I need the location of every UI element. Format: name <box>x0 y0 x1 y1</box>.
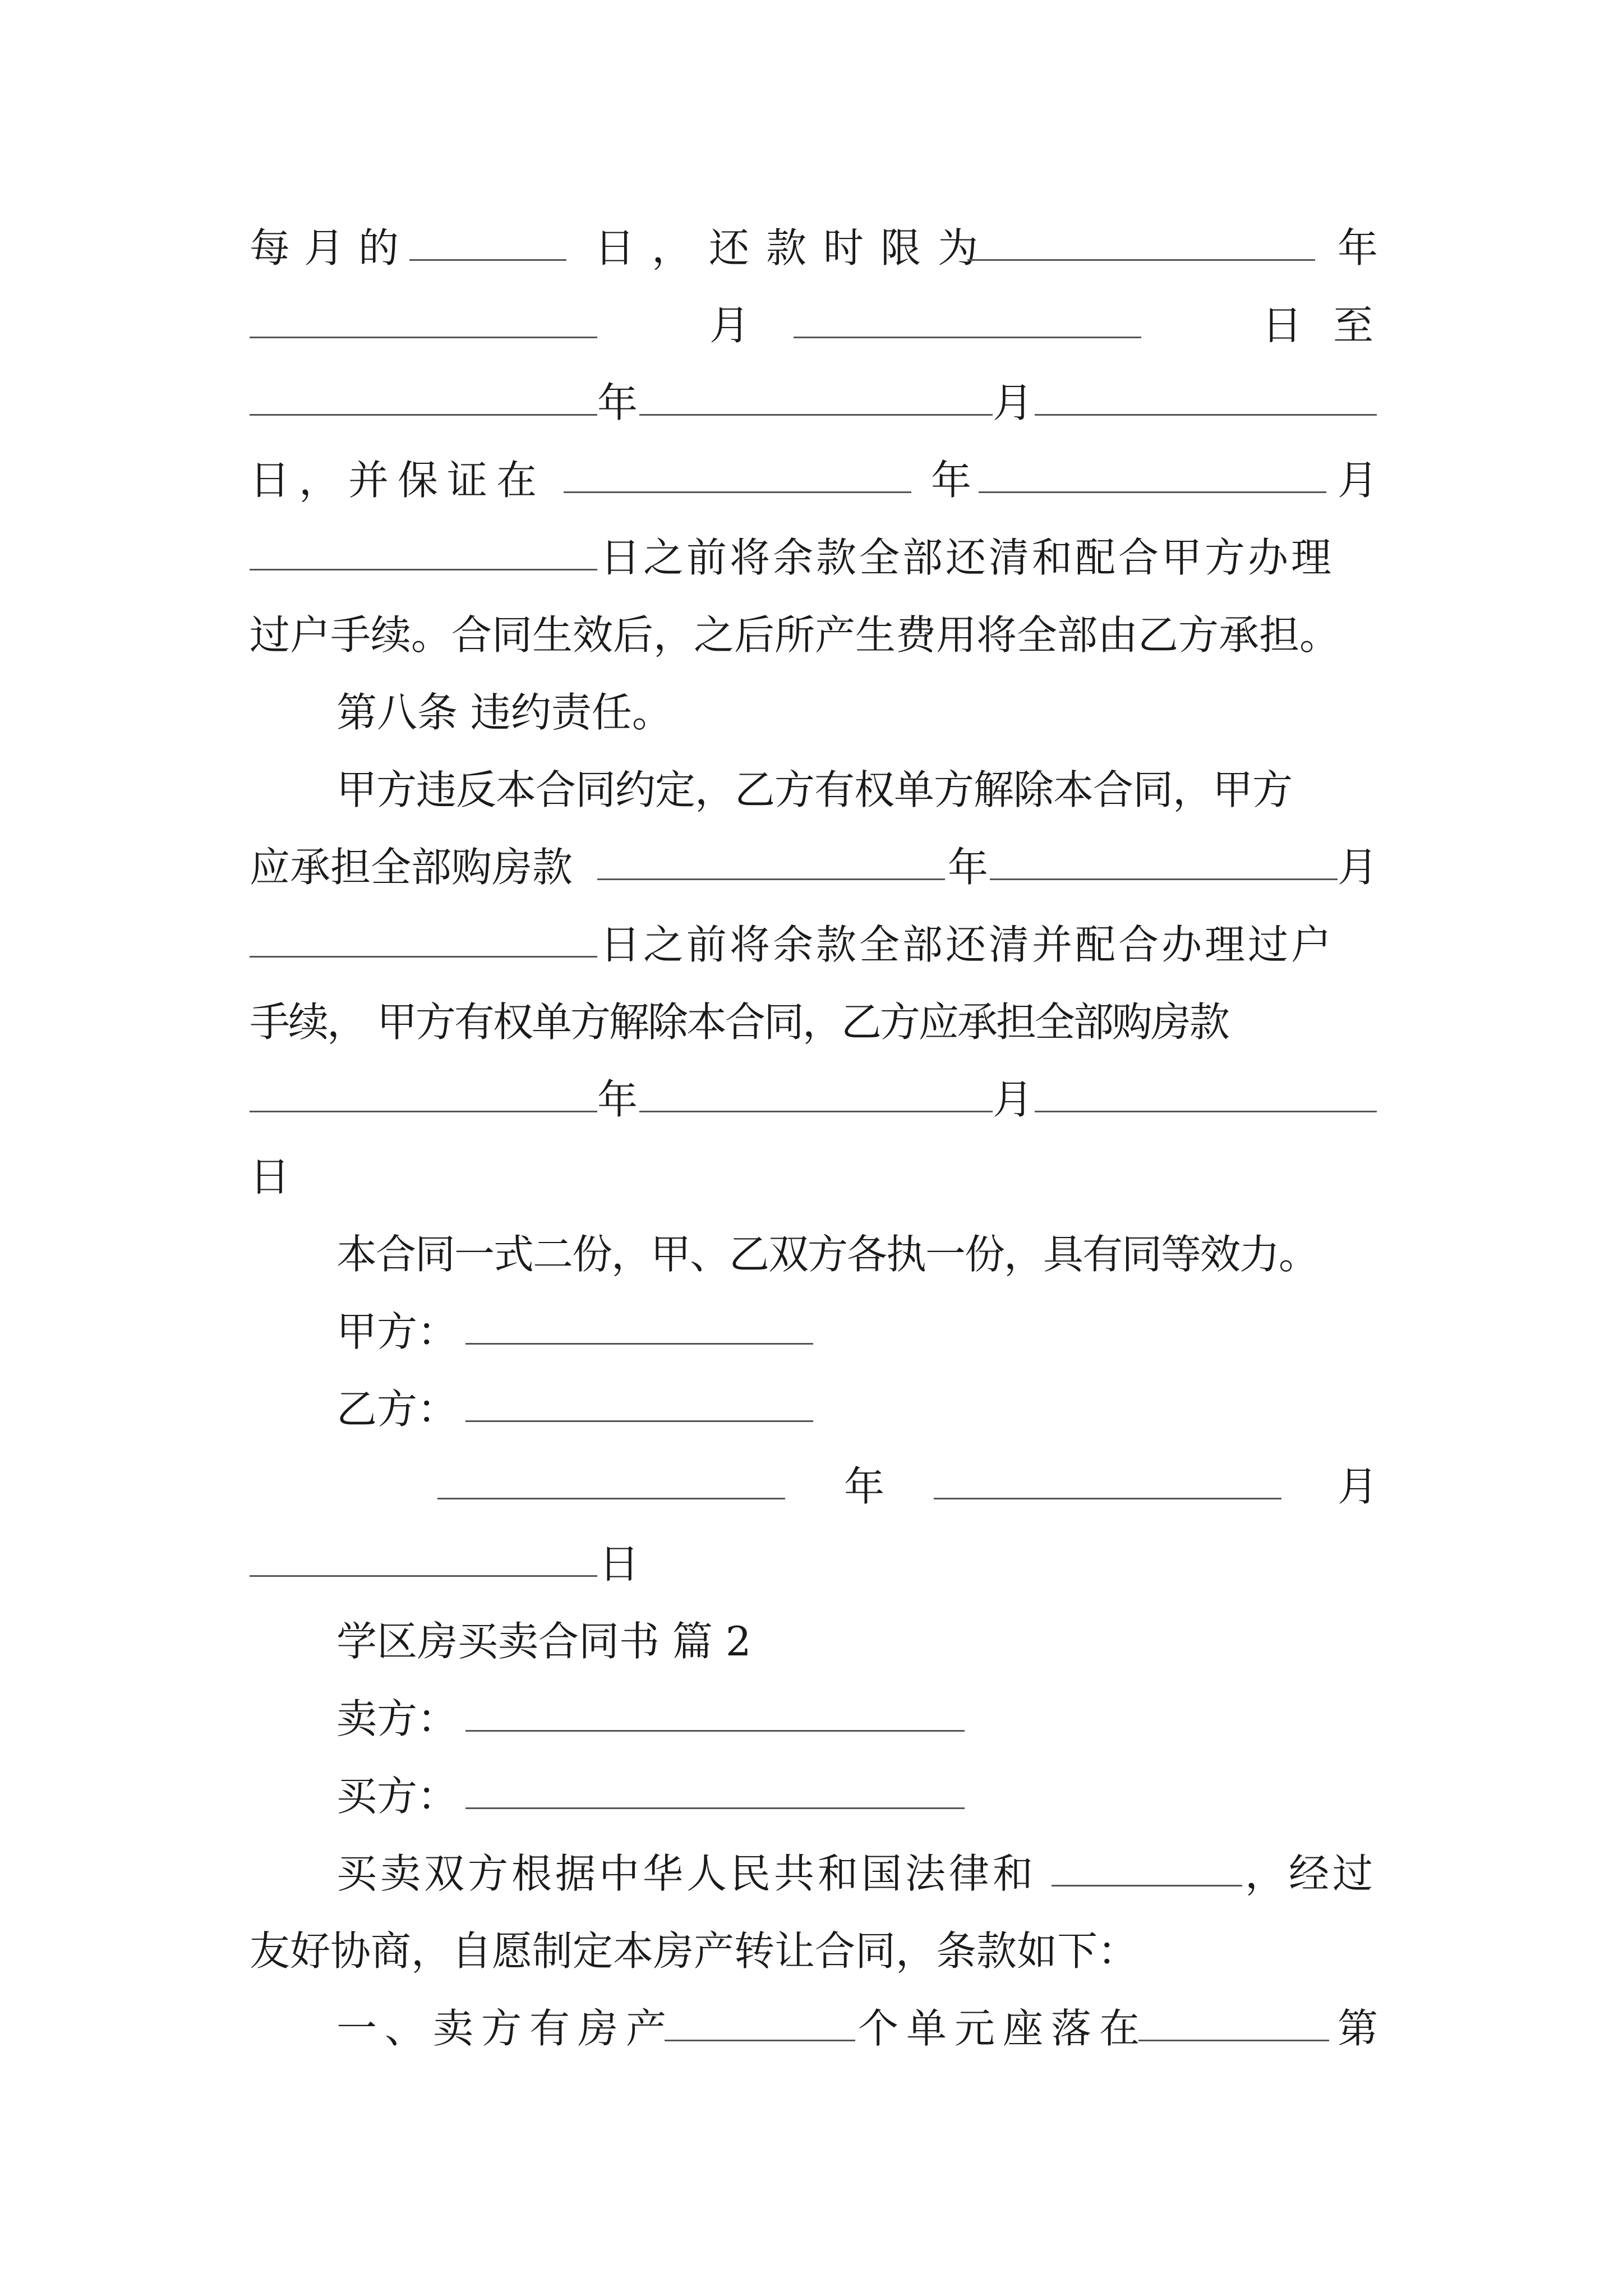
text-run: 买卖双方根据中华人民共和国法律和 <box>336 1850 1037 1897</box>
text-run: 年 <box>948 844 989 891</box>
blank-underline <box>250 569 597 570</box>
text-run: 日 <box>250 1153 291 1200</box>
signing-date-day-line <box>0 1529 1623 1608</box>
text-line-6 <box>0 600 1623 679</box>
text-run: 卖方： <box>336 1695 458 1742</box>
text-line-9 <box>0 832 1623 911</box>
text-line-5 <box>0 523 1623 601</box>
text-run: 第 <box>1338 2005 1378 2052</box>
blank-underline <box>465 1420 813 1422</box>
text-run: 年 <box>597 379 638 426</box>
text-run: 月 <box>1338 844 1378 891</box>
blank-underline <box>597 878 945 880</box>
article-8-heading <box>0 678 1623 756</box>
seller-line <box>0 1684 1623 1763</box>
blank-underline <box>934 1498 1281 1499</box>
blank-underline <box>409 259 566 261</box>
text-line-2 <box>0 291 1623 369</box>
blank-underline <box>665 2040 855 2041</box>
text-line-4 <box>0 445 1623 524</box>
text-line-10 <box>0 910 1623 988</box>
preamble-line-1 <box>0 1839 1623 1917</box>
text-run: 个单元座落在 <box>858 2005 1148 2052</box>
text-run: 一、卖方有房产 <box>336 2005 675 2052</box>
blank-underline <box>1035 1111 1377 1112</box>
text-run: 年 <box>844 1463 885 1510</box>
text-run: 月 <box>993 1076 1034 1123</box>
text-run: 甲方违反本合同约定，乙方有权单方解除本合同，甲方 <box>336 766 1293 813</box>
blank-underline <box>250 956 597 958</box>
text-run: 月 <box>709 302 750 349</box>
blank-underline <box>990 878 1338 880</box>
text-line-8 <box>0 755 1623 834</box>
text-run: 本合同一式二份，甲、乙双方各执一份，具有同等效力。 <box>336 1231 1318 1278</box>
text-line-13 <box>0 1142 1623 1221</box>
text-run: 乙方： <box>336 1386 458 1433</box>
text-run: 月 <box>1338 1463 1378 1510</box>
blank-underline <box>465 1343 813 1345</box>
blank-underline <box>967 259 1315 261</box>
blank-underline <box>437 1498 785 1499</box>
text-run: 日之前将余款全部还清和配合甲方办理 <box>600 534 1335 581</box>
blank-underline <box>794 337 1141 338</box>
blank-underline <box>250 414 597 416</box>
text-run: 日，还款时限为 <box>594 224 995 272</box>
text-run: 日至 <box>1262 302 1405 349</box>
blank-underline <box>639 1111 993 1112</box>
text-run: 友好协商，自愿制定本房产转让合同，条款如下： <box>250 1927 1138 1975</box>
text-run: 过户手续。合同生效后，之后所产生费用将全部由乙方承担。 <box>250 611 1340 659</box>
text-run: 月 <box>993 379 1034 426</box>
blank-underline <box>465 1807 965 1809</box>
text-line-11 <box>0 987 1623 1066</box>
blank-underline <box>250 1111 597 1112</box>
text-run: 日 <box>599 1540 640 1588</box>
blank-underline <box>465 1730 965 1732</box>
text-run: 年 <box>1338 224 1378 272</box>
text-line-1 <box>0 213 1623 292</box>
text-run: 第八条 违约责任。 <box>336 689 672 736</box>
blank-underline <box>979 491 1326 493</box>
blank-underline <box>639 414 993 416</box>
blank-underline <box>564 491 911 493</box>
blank-underline <box>250 1575 597 1577</box>
text-run: 年 <box>931 457 972 504</box>
text-run: 买方： <box>336 1773 458 1820</box>
text-run: 年 <box>597 1076 638 1123</box>
blank-underline <box>1138 2040 1329 2041</box>
text-line-12 <box>0 1065 1623 1143</box>
preamble-line-2 <box>0 1916 1623 1995</box>
section-title <box>0 1607 1623 1685</box>
clause-1-line <box>0 1994 1623 2072</box>
text-run: 手续， 甲方有权单方解除本合同，乙方应承担全部购房款 <box>250 999 1228 1046</box>
text-run: 学区房买卖合同书 篇 2 <box>336 1618 751 1665</box>
blank-underline <box>1052 1885 1242 1887</box>
blank-underline <box>250 337 597 338</box>
text-run: ，经过 <box>1245 1850 1377 1897</box>
signing-date-line <box>0 1452 1623 1530</box>
text-run: 日，并保证在 <box>250 457 546 504</box>
text-run: 月 <box>1338 457 1378 504</box>
party-a-signature-line <box>0 1297 1623 1375</box>
text-run: 甲方： <box>336 1308 458 1355</box>
party-b-signature-line <box>0 1374 1623 1453</box>
blank-underline <box>1035 414 1377 416</box>
text-line-3 <box>0 368 1623 447</box>
text-run: 日之前将余款全部还清并配合办理过户 <box>600 921 1335 968</box>
text-run: 应承担全部购房款 <box>250 844 573 891</box>
text-run: 每月的 <box>250 224 413 272</box>
copies-clause <box>0 1220 1623 1298</box>
buyer-line <box>0 1761 1623 1840</box>
